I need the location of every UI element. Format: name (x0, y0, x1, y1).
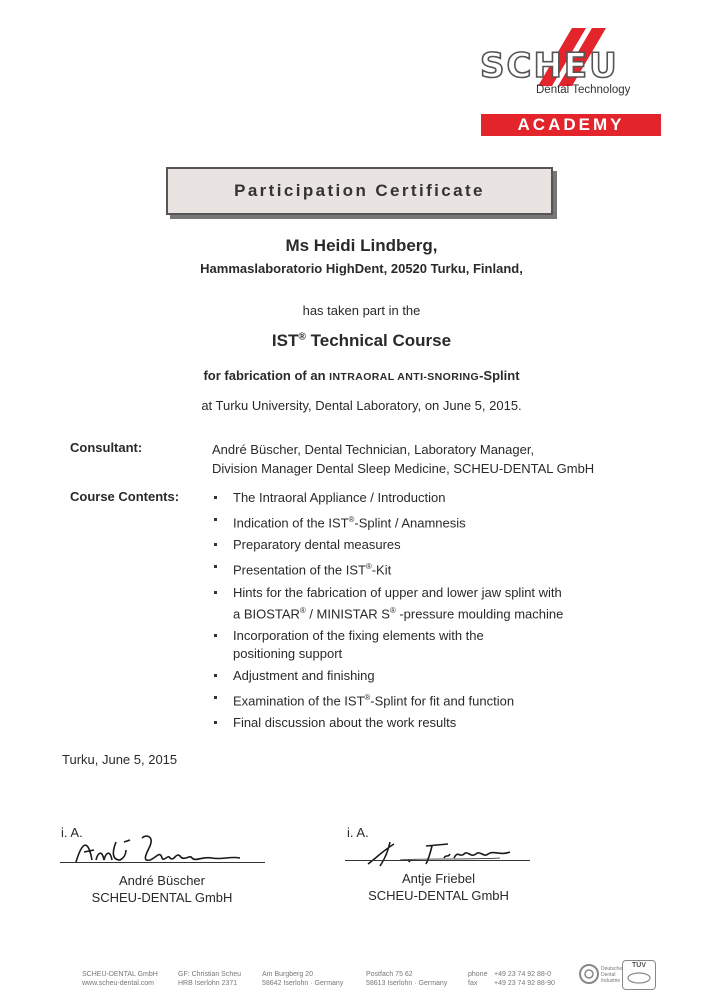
contents-label: Course Contents: (70, 489, 180, 504)
course-name-rest: Technical Course (305, 331, 452, 350)
registered-mark: ® (298, 331, 306, 343)
certificate-title: Participation Certificate (166, 167, 553, 215)
item-text: a BIOSTAR (233, 605, 300, 621)
consultant-line-2: Division Manager Dental Sleep Medicine, SCHEU-DENTAL GmbH (212, 461, 595, 476)
item-text: Presentation of the IST (233, 562, 366, 578)
item-text: -pressure moulding machine (395, 605, 564, 621)
list-item (212, 536, 563, 554)
fabrication-line (0, 368, 723, 383)
signature-right-icon (360, 836, 520, 868)
course-location: at Turku University, Dental Laboratory, on June 5, 2015. (201, 398, 522, 413)
course-name: IST (271, 331, 299, 350)
item-text: Indication of the IST (233, 515, 349, 531)
item-text: Preparatory dental measures (233, 537, 401, 553)
logo-wordmark: SCHEU (480, 46, 619, 86)
footer-text: phone (468, 971, 488, 978)
signature-line-left (60, 862, 265, 863)
footer-text: +49 23 74 92 88-0 (494, 971, 552, 978)
date-place: Turku, June 5, 2015 (62, 752, 178, 767)
item-text: Adjustment and finishing (233, 667, 375, 683)
footer-contact-numbers (494, 970, 555, 988)
fabrication-caps: INTRAORAL ANTI-SNORING (329, 371, 480, 383)
signer-right-name: Antje Friebel (402, 871, 475, 886)
item-text: Hints for the fabrication of upper and lower jaw splint with (233, 584, 562, 600)
signer-left-company: SCHEU-DENTAL GmbH (91, 890, 233, 905)
footer-company (82, 970, 158, 988)
signer-left-name: André Büscher (119, 873, 205, 888)
list-item (212, 627, 563, 663)
registered-mark: ® (389, 605, 396, 615)
recipient-name: Ms Heidi Lindberg, (285, 236, 438, 255)
academy-banner: ACADEMY (481, 114, 661, 136)
footer-address (262, 970, 343, 988)
course-title (0, 331, 723, 351)
registered-mark: ® (364, 692, 371, 702)
seal-text (601, 966, 622, 984)
tuv-label: TÜV (632, 962, 646, 969)
footer-text: HRB Iserlohn 2371 (178, 980, 238, 987)
list-item (212, 489, 563, 507)
signature-left-icon (72, 832, 252, 872)
list-item (212, 689, 563, 710)
footer-text: SCHEU-DENTAL GmbH (82, 971, 158, 978)
registered-mark: ® (365, 562, 372, 572)
footer-text: fax (468, 980, 478, 987)
signature-line-right (345, 860, 530, 861)
seal-ring-icon (578, 962, 600, 986)
footer-postbox (366, 970, 447, 988)
ia-right: i. A. (347, 825, 369, 840)
consultant-line-1: André Büscher, Dental Technician, Laboratory Manager, (212, 442, 535, 457)
list-item (212, 558, 563, 579)
item-text: Final discussion about the work results (233, 715, 457, 731)
item-text: Incorporation of the fixing elements with the (233, 627, 484, 643)
logo-subtitle: Dental Technology (536, 84, 631, 96)
footer-text: 58642 Iserlohn · Germany (262, 980, 344, 987)
footer-text: 58613 Iserlohn · Germany (366, 980, 448, 987)
recipient-lab: Hammaslaboratorio HighDent, 20520 Turku, Finland, (200, 261, 523, 276)
scheu-logo (476, 28, 666, 138)
taken-part-text: has taken part in the (302, 303, 421, 318)
item-text: -Kit (371, 562, 392, 578)
signer-right-company: SCHEU-DENTAL GmbH (368, 888, 509, 903)
item-text: positioning support (233, 645, 343, 661)
footer-registry (178, 970, 241, 988)
footer-text: Am Burgberg 20 (262, 971, 313, 978)
seal-line: Deutsche (601, 966, 623, 972)
ia-left: i. A. (61, 825, 83, 840)
item-text: The Intraoral Appliance / Introduction (233, 490, 446, 505)
list-item (212, 584, 563, 623)
item-text: / MINISTAR S (305, 605, 390, 621)
consultant-details (212, 440, 594, 478)
footer-text: Postfach 75 62 (366, 971, 413, 978)
item-text: -Splint for fit and function (370, 693, 515, 709)
item-text: Examination of the IST (233, 693, 365, 709)
registered-mark: ® (348, 515, 355, 524)
footer-contact-labels (468, 970, 487, 988)
fabrication-suffix: -Splint (479, 368, 520, 383)
list-item (212, 667, 563, 685)
consultant-label: Consultant: (70, 440, 143, 455)
footer-text: www.scheu-dental.com (82, 980, 154, 987)
list-item (212, 714, 563, 732)
footer-text: GF: Christian Scheu (178, 971, 242, 978)
signer-left (62, 872, 262, 906)
tuv-seal (622, 960, 656, 990)
registered-mark: ® (299, 605, 306, 615)
course-contents-list (212, 489, 563, 736)
item-text: -Splint / Anamnesis (354, 515, 466, 531)
seal-line: Dental (601, 972, 616, 978)
tuv-emblem-icon (624, 971, 654, 985)
footer-text: +49 23 74 92 88-90 (494, 980, 555, 987)
seal-line: Industrie (601, 978, 621, 984)
signer-right (346, 870, 531, 904)
list-item (212, 511, 563, 532)
fabrication-prefix: for fabrication of an (203, 368, 330, 383)
